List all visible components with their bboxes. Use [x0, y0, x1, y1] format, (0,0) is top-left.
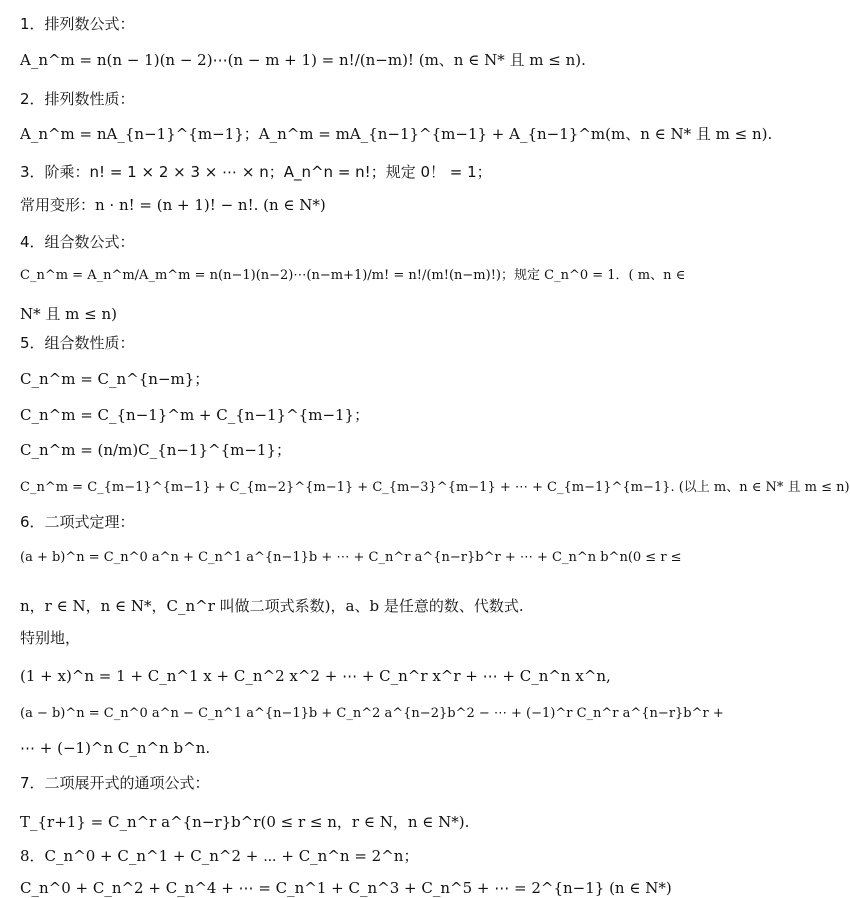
section-4-line-1: C_n^m = A_n^m/A_m^m = n(n−1)(n−2)⋯(n−m+1)/m! = n!/(m!(n−m)!)；规定 C_n^0 = 1．( m、n ∈ — [20, 268, 686, 283]
section-5-line-3: C_n^m = (n/m)C_{n−1}^{m−1}； — [20, 441, 292, 459]
section-6-line-4: (1 + x)^n = 1 + C_n^1 x + C_n^2 x^2 + ⋯ + C_n^r x^r + ⋯ + C_n^n x^n, — [20, 667, 611, 685]
section-3-line-1: 常用变形：n · n! = (n + 1)! − n!. (n ∈ N*) — [20, 196, 326, 214]
section-7-line-1: T_{r+1} = C_n^r a^{n−r}b^r(0 ≤ r ≤ n，r ∈ N，n ∈ N*). — [20, 813, 470, 831]
section-7-heading: 7．二项展开式的通项公式： — [20, 774, 210, 792]
section-5-line-2: C_n^m = C_{n−1}^m + C_{n−1}^{m−1}； — [20, 406, 370, 424]
section-6-line-2: n，r ∈ N，n ∈ N*，C_n^r 叫做二项式系数)，a、b 是任意的数、代数式. — [20, 597, 524, 615]
section-4-line-2: N* 且 m ≤ n) — [20, 305, 118, 323]
section-5-line-1: C_n^m = C_n^{n−m}； — [20, 370, 210, 388]
section-4-heading: 4．组合数公式： — [20, 233, 135, 251]
section-8-heading: 8．C_n^0 + C_n^1 + C_n^2 + ⋯ + C_n^n = 2^n； — [20, 847, 419, 865]
section-6-line-5: (a − b)^n = C_n^0 a^n − C_n^1 a^{n−1}b + C_n^2 a^{n−2}b^2 − ⋯ + (−1)^r C_n^r a^{n−r}b^r + — [20, 706, 724, 721]
section-1-heading: 1．排列数公式： — [20, 15, 135, 33]
section-6-line-1: (a + b)^n = C_n^0 a^n + C_n^1 a^{n−1}b + ⋯ + C_n^r a^{n−r}b^r + ⋯ + C_n^n b^n(0 ≤ r ≤ — [20, 550, 682, 565]
section-2-line-1: A_n^m = nA_{n−1}^{m−1}；A_n^m = mA_{n−1}^{m−1} + A_{n−1}^m(m、n ∈ N* 且 m ≤ n). — [20, 125, 773, 143]
section-8-line-1: C_n^0 + C_n^2 + C_n^4 + ⋯ = C_n^1 + C_n^3 + C_n^5 + ⋯ = 2^{n−1} (n ∈ N*) — [20, 879, 672, 897]
section-5-line-4: C_n^m = C_{m−1}^{m−1} + C_{m−2}^{m−1} + C_{m−3}^{m−1} + ⋯ + C_{m−1}^{m−1}. (以上 m、n ∈ N* 且 m ≤ n) — [20, 480, 850, 495]
section-2-heading: 2．排列数性质： — [20, 90, 135, 108]
section-6-line-3: 特别地， — [20, 629, 81, 647]
section-6-line-6: ⋯ + (−1)^n C_n^n b^n. — [20, 739, 211, 757]
section-6-heading: 6．二项式定理： — [20, 513, 135, 531]
section-3-heading: 3．阶乘：n! = 1 × 2 × 3 × ⋯ × n；A_n^n = n!；规定 0！ = 1； — [20, 163, 492, 181]
section-1-line-1: A_n^m = n(n − 1)(n − 2)⋯(n − m + 1) = n!/(n−m)! (m、n ∈ N* 且 m ≤ n). — [20, 51, 586, 69]
section-5-heading: 5．组合数性质： — [20, 334, 135, 352]
